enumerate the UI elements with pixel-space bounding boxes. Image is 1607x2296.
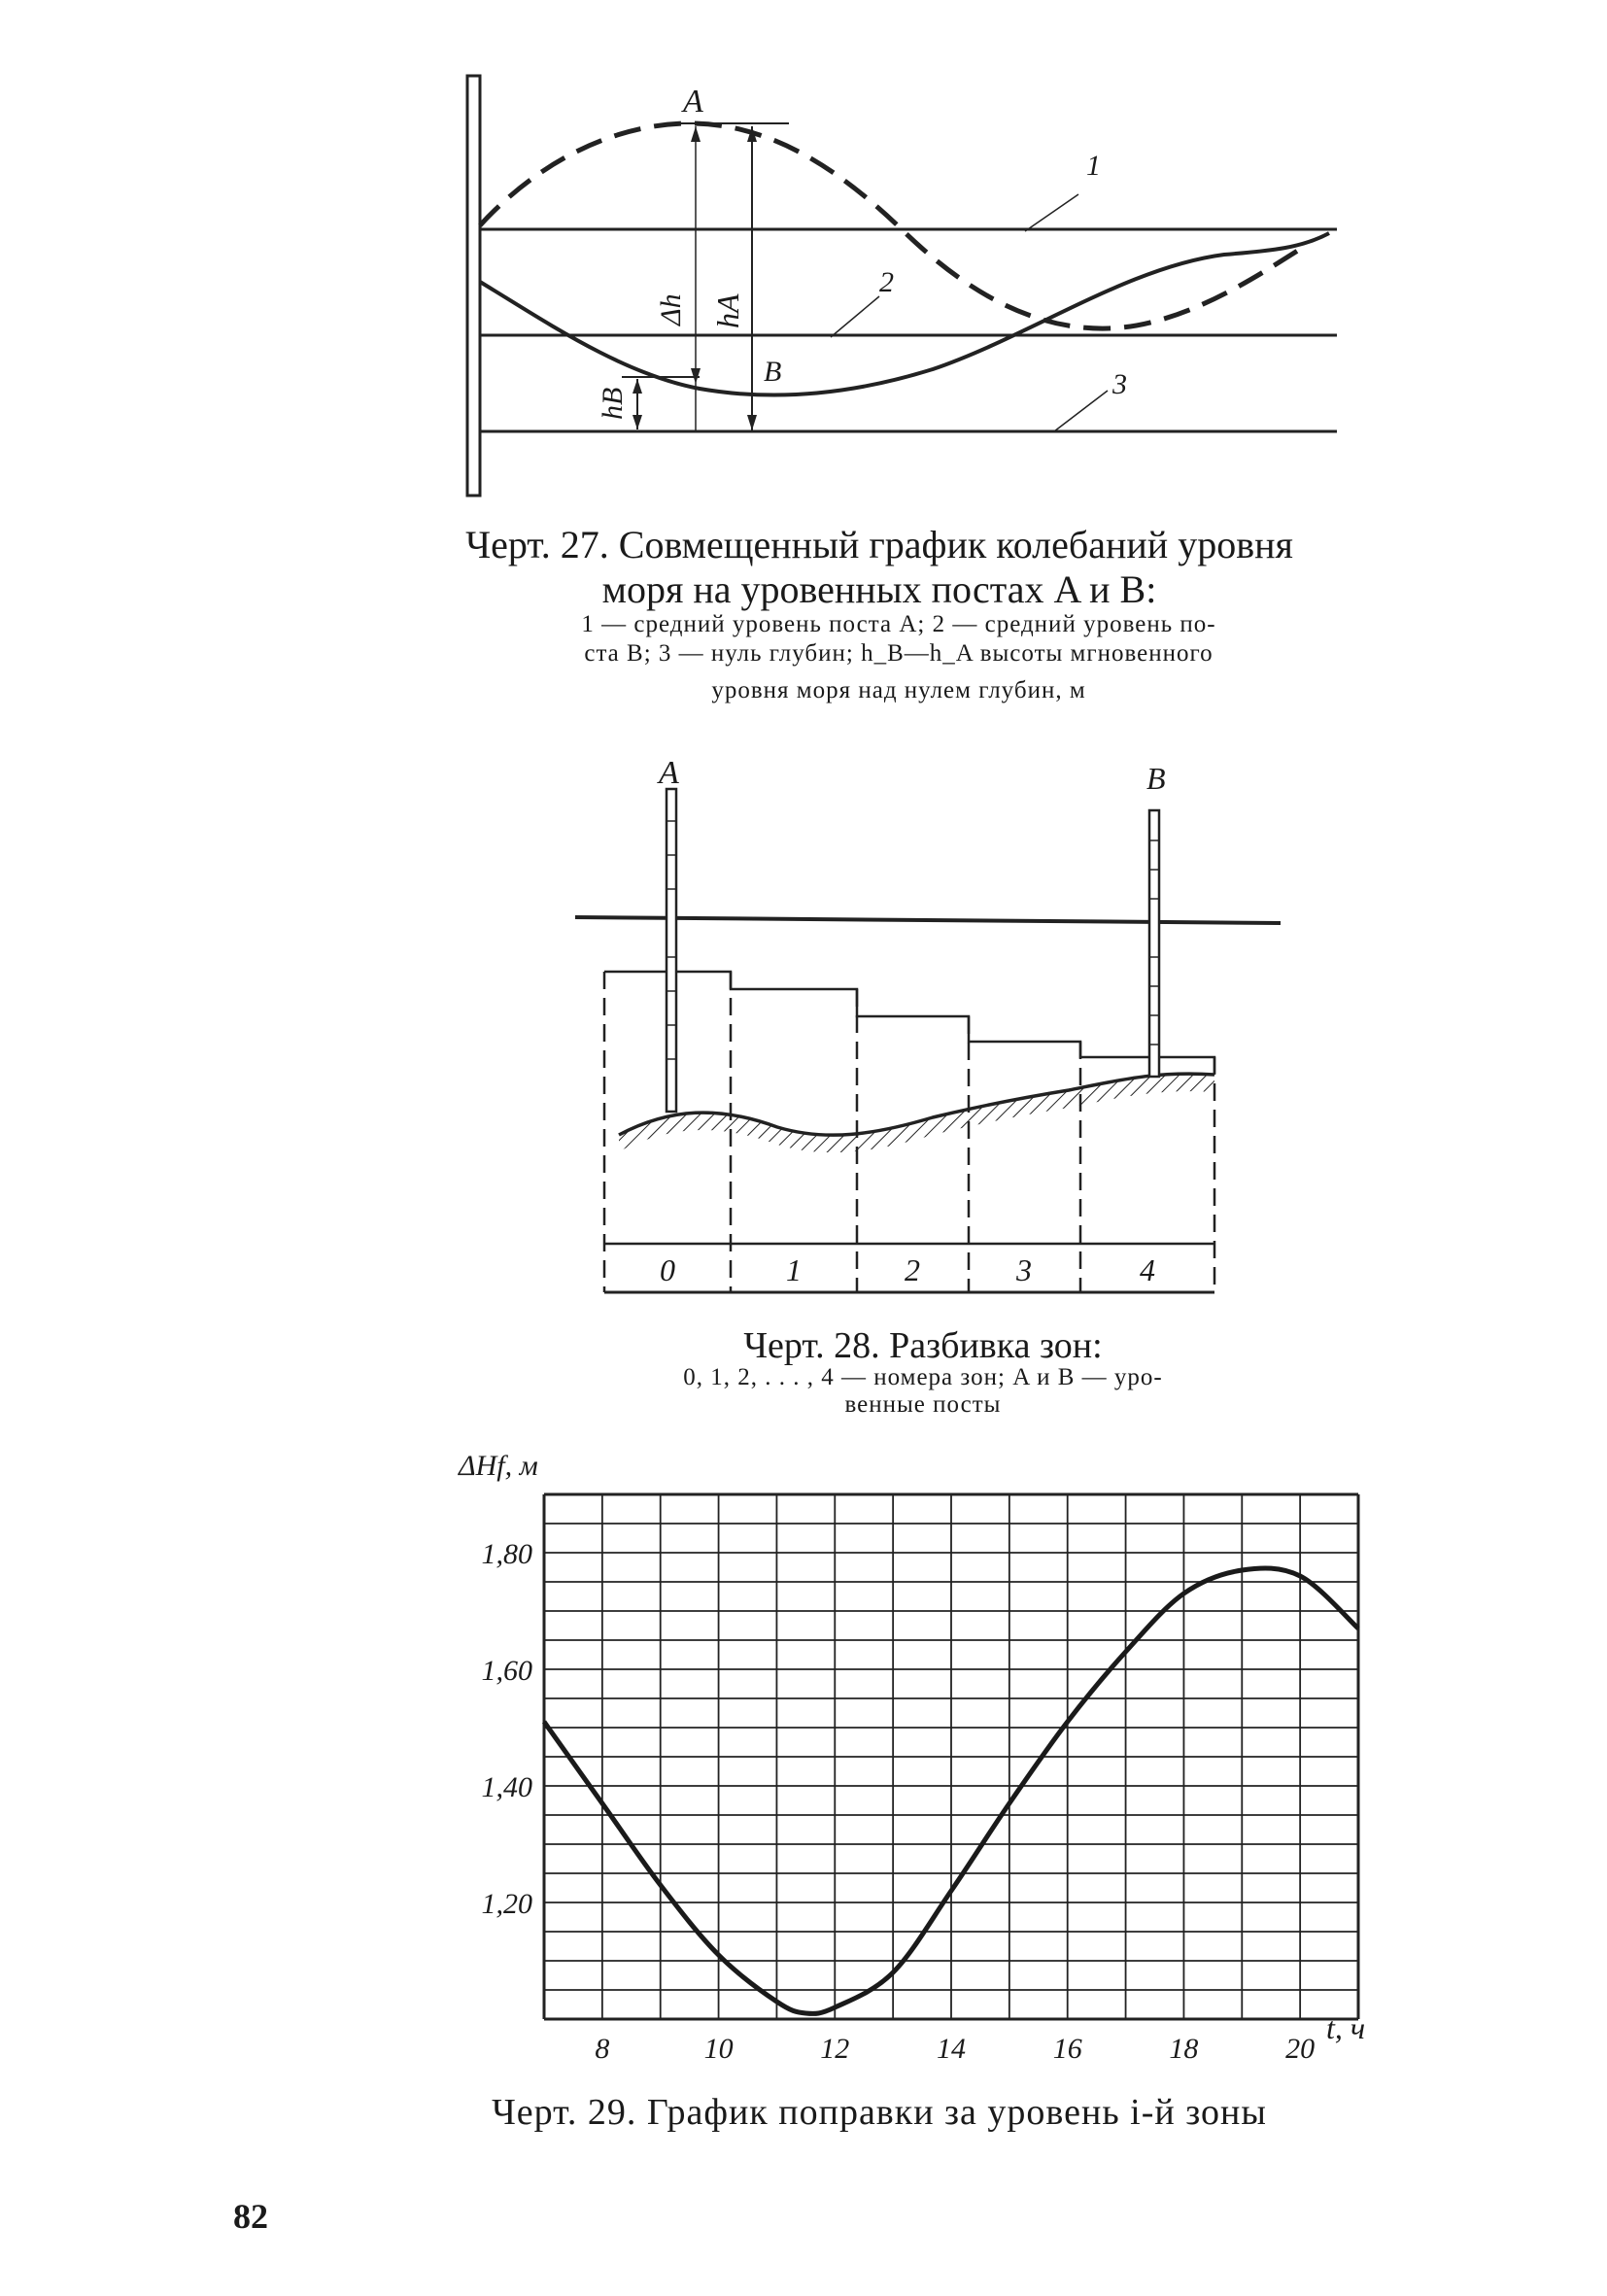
fig28-zone-4: 4 [1140, 1252, 1155, 1287]
fig27-label-ha: hA [710, 293, 745, 328]
fig27-title [427, 523, 1331, 612]
fig28-post-b [1149, 810, 1159, 1077]
fig27-legend-line2: ста B; 3 — нуль глубин; h_B—h_A высоты мгновенного [584, 640, 1214, 667]
fig28-diagram [0, 748, 1607, 1312]
fig27-label-a: A [683, 84, 703, 120]
fig28-legend-line2: венные посты [844, 1391, 1002, 1418]
fig27-post [467, 76, 480, 496]
fig27-label-3: 3 [1112, 368, 1127, 400]
fig28-zone-0: 0 [660, 1252, 675, 1287]
fig28-legend [544, 1364, 1302, 1419]
fig28-label-b: B [1146, 761, 1166, 796]
fig29-x-tick-label: 10 [703, 2033, 734, 2060]
page-number: 82 [233, 2197, 268, 2236]
fig27-label-dh: Δh [655, 293, 687, 326]
fig29-y-tick-label: 1,60 [481, 1655, 532, 1687]
fig28-water-line [575, 917, 1281, 923]
fig28-zone-3: 3 [1016, 1252, 1032, 1287]
fig29-y-tick-label: 1,80 [481, 1538, 532, 1570]
fig28-zone-2: 2 [905, 1252, 920, 1287]
fig29-x-tick-label: 16 [1052, 2033, 1082, 2060]
fig28-zone-steps [604, 972, 1214, 1074]
fig29-x-tick-label: 20 [1285, 2033, 1316, 2060]
fig29-chart [0, 1438, 1607, 2060]
fig28-zone-1: 1 [786, 1252, 802, 1287]
fig27-legend-line1: 1 — средний уровень поста A; 2 — средний уровень по- [581, 611, 1216, 637]
fig27-legend-line3: уровня моря над нулем глубин, м [711, 677, 1086, 703]
fig28-label-a: A [659, 755, 679, 791]
fig27-legend [476, 610, 1321, 705]
fig28-legend-line1: 0, 1, 2, . . . , 4 — номера зон; A и B — уро- [683, 1364, 1163, 1390]
fig27-diagram [0, 0, 1607, 525]
fig29-x-tick-label: 12 [820, 2033, 850, 2060]
fig29-y-tick-label: 1,20 [481, 1888, 532, 1920]
fig27-curve-b [480, 233, 1329, 395]
fig27-label-b: B [764, 356, 782, 388]
fig27-title-line2: моря на уровенных постах A и B: [601, 567, 1157, 611]
fig29-y-axis-label: ΔHf, м [459, 1450, 538, 1482]
fig29-y-tick-label: 1,40 [481, 1771, 532, 1803]
fig29-caption: Черт. 29. График поправки за уровень i-й зоны [492, 2092, 1267, 2133]
fig27-label-hb: hB [597, 387, 629, 420]
fig29-x-tick-label: 8 [595, 2033, 610, 2060]
fig29-x-tick-label: 18 [1169, 2033, 1199, 2060]
fig29-x-axis-label: t, ч [1326, 2010, 1366, 2045]
fig29-ticks [482, 1538, 1316, 2060]
fig29-x-tick-label: 14 [937, 2033, 966, 2060]
fig27-label-2: 2 [879, 266, 894, 298]
fig28-post-a [667, 789, 676, 1112]
fig27-label-1: 1 [1086, 150, 1101, 182]
fig28-title: Черт. 28. Разбивка зон: [743, 1325, 1103, 1366]
fig27-title-line1: Черт. 27. Совмещенный график колебаний уровня [465, 523, 1293, 566]
